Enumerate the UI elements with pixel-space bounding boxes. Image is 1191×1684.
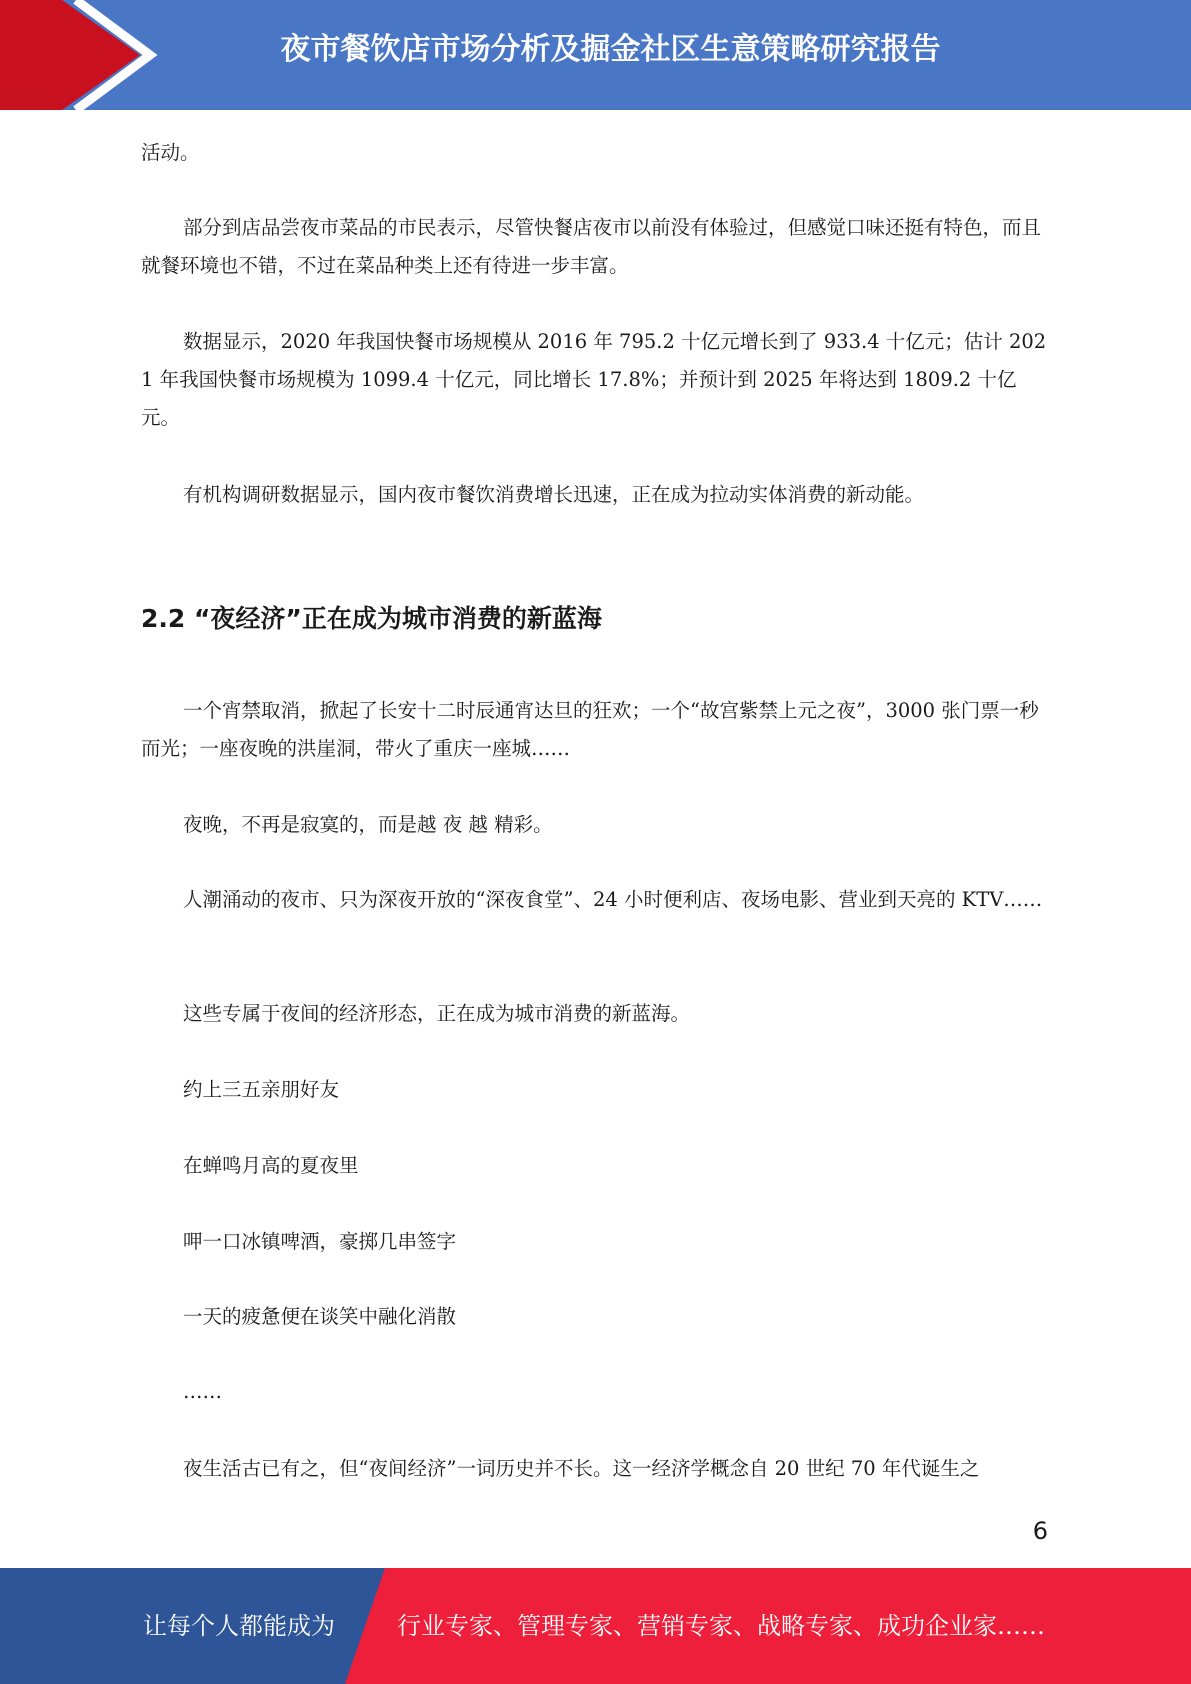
section-heading: 2.2 “夜经济”正在成为城市消费的新蓝海 (141, 604, 602, 633)
paragraph: 活动。 (141, 141, 200, 164)
report-title: 夜市餐饮店市场分析及掘金社区生意策略研究报告 (280, 32, 941, 67)
paragraph: 一天的疲惫便在谈笑中融化消散 (183, 1305, 457, 1328)
paragraph: 在蝉鸣月高的夏夜里 (183, 1154, 359, 1177)
paragraph: 这些专属于夜间的经济形态，正在成为城市消费的新蓝海。 (183, 1002, 691, 1025)
paragraph: 人潮涌动的夜市、只为深夜开放的“深夜食堂”、24 小时便利店、夜场电影、营业到天亮的 KTV…… (183, 888, 1043, 911)
paragraph: 部分到店品尝夜市菜品的市民表示，尽管快餐店夜市以前没有体验过，但感觉口味还挺有特色，而且就餐环境也不错，不过在菜品种类上还有待进一步丰富。 (141, 216, 1042, 277)
paragraph: …… (183, 1380, 222, 1403)
page-header (0, 0, 1191, 110)
paragraph: 数据显示，2020 年我国快餐市场规模从 2016 年 795.2 十亿元增长到了 933.4 十亿元；估计 2021 年我国快餐市场规模为 1099.4 十亿元，同比增长 17.8%；并预计到 2025 年将达到 1809.2 十亿元。 (141, 330, 1047, 429)
paragraph: 有机构调研数据显示，国内夜市餐饮消费增长迅速，正在成为拉动实体消费的新动能。 (183, 483, 925, 506)
page-footer (0, 1568, 1191, 1684)
paragraph: 一个宵禁取消，掀起了长安十二时辰通宵达旦的狂欢；一个“故宫紫禁上元之夜”，3000 张门票一秒而光；一座夜晚的洪崖洞，带火了重庆一座城…… (141, 699, 1039, 760)
footer-slogan-left: 让每个人都能成为 (143, 1612, 335, 1640)
page-number: 6 (1032, 1517, 1048, 1545)
paragraph: 夜晚，不再是寂寞的，而是越 夜 越 精彩。 (183, 813, 553, 836)
paragraph: 夜生活古已有之，但“夜间经济”一词历史并不长。这一经济学概念自 20 世纪 70 年代诞生之 (183, 1457, 980, 1480)
paragraph: 呷一口冰镇啤酒，豪掷几串签字 (183, 1230, 457, 1253)
footer-slogan-right: 行业专家、管理专家、营销专家、战略专家、成功企业家…… (397, 1612, 1045, 1640)
paragraph: 约上三五亲朋好友 (183, 1078, 340, 1101)
